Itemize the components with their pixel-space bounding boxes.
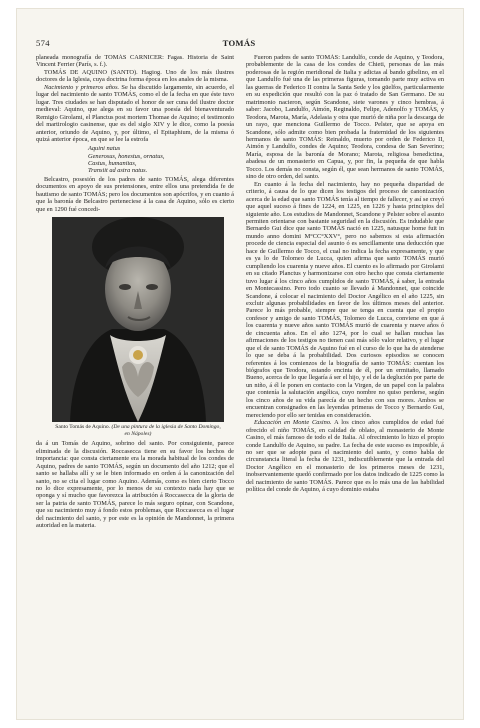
section-text: Se ha discutido largamente, sin acuerdo, el lugar del nacimiento de santo TOMÁS, como el de la fecha en que éste tuvo lugar. Tres ciudades se han disputado el honor de ser cuna del ilustre doctor medieval: Aquino, que alega en su favor una poesía del bienaventurado Remigio Girolami, el Planctus post mortem Thomae de Aquino; el testimonio del martirologio casinense, que es del siglo XIV y le dice, como la poesía anterior, oriundo de Aquino, y, por último, el Epitaphium, de la misma ó quizá anterior época, en que se lee la estrofa (36, 83, 234, 143)
section-text: A los cinco años cumplidos de edad fué ofrecido el niño TOMÁS, en calidad de oblato, al monasterio de Monte Casino, el más famoso de todo el de Italia. Al ofrecimiento lo hizo el propio conde Landulfo de Aquino, su padre. La fecha de este suceso es imposible, á no ser que se adopte para el nacimiento del santo, y como habla de circunstancia literal la fecha de 1231, indiscutiblemente que la entrada del Doctor Angélico en el monasterio de los primeros meses de 1231, inobservantemente quedó confirmado por los datos indicado de 1225 como la del nacimiento de santo TOMÁS. Parece que es lo más una de las habilidad política del conde de Aquino, á cuyo dominio estaba (246, 419, 444, 494)
section-paragraph (36, 84, 234, 144)
portrait-illustration (52, 217, 224, 422)
page-header (36, 38, 442, 52)
section-heading: Nacimiento y primeros años. (44, 83, 120, 91)
text-columns (36, 54, 442, 704)
portrait-photo (52, 217, 224, 422)
entry-paragraph (36, 69, 234, 84)
section-paragraph (246, 419, 444, 494)
entry-heading: TOMÁS DE AQUINO (SANTO). Hagiog. (44, 68, 162, 76)
paragraph: Belcastro, posesión de los padres de santo TOMÁS, alega diferentes documentos en apoyo de sus pretensiones, entre ellos una pretendida fe de bautismo de santo TOMÁS; pero los documentos son apócrifos, y en cuanto á que la baronía de Belcastro perteneciese á la casa de Aquino, sólo es cierto que en 1290 fué concedi- (36, 175, 234, 213)
page (16, 8, 464, 720)
verse-line: Generosus, honestus, ornatus, (88, 152, 165, 160)
verse-line: Transiit ad astra natus. (88, 166, 148, 174)
entry-text: Uno de los más ilustres doctores de la Iglesia, cuya doctrina forma época en los anales de la misma. (36, 68, 234, 84)
caption-source: (De una pintura de la iglesia de Santo Domingo, en Nápoles) (111, 424, 221, 437)
caption-title: Santo Tomás de Aquino. (55, 424, 111, 431)
left-column (36, 54, 234, 704)
paragraph: da á un Tomás de Aquino, sobrino del santo. Por consiguiente, parece eliminada de la discusión. Roccasecca tiene en su favor los hechos de importancia: que consta ciertamente era la morada habitual de los condes de Aquino, padres de santo TOMÁS, según un documento del año 1212; que el santo se hallaba allí y se le bien informado en orden á la canonización del santo, no se cita el lugar como Aquino. Además, como es bien cierto Tocco no lo dice expresamente, por lo menos de su contexto nada hay que se oponga y sí mucho que favorezca la atribución á Roccasecca de la gloria de ser la patria de santo TOMÁS, parece lo más seguro opinar, con Scandone, que su nacimiento muy á fondo estos problemas, que Roccasecca es el lugar del nacimiento del santo, y por este es la opinión de Mandonnet, la primera autoridad en la materia. (36, 440, 234, 530)
section-heading: Educación en Monte Casino. (254, 419, 332, 427)
paragraph: En cuanto á la fecha del nacimiento, hay no pequeña disparidad de criterio, á causa de lo que dicen los testigos del proceso de canonización acerca de la edad que santo TOMÁS tenía al tiempo de fallecer, y así se creyó que aquel suceso á fines de 1224, en 1225, en 1226 y hasta principios del siguiente año. Los estudios de Mandonnet, Scandone y Pelster sobre el asunto permiten orientarse con bastante seguridad en la discusión. Es indudable que Bernardo Gui dice que santo TOMÁS nació en 1225, natusque home fuit in mundo anno domini M°CC°XXV°, pero no sabemos si esta afirmación procede de ciencia especial del asunto ó es sencillamente una deducción que hace de Guillermo de Tocco, el cual no indica la fecha expresamente, y que es ya lo de Tolomeo de Lucca, quien afirma que santo TOMÁS murió cumpliendo los cuarenta y nueve años. El cuento es lo afirmado por Girolami en su citado Planctus y harmonizarse con otro hecho que consta ciertamente tuvo lugar á los cinco años cumplidos de santo TOMÁS, á saber, la entrada en Montecassino. Pero todo cuanto se llevado á Mandonnet, que coincide Scandone, á colocar el nacimiento del Doctor Angélico en el año 1225, sin excluir algunas probabilidades en favor de los últimos meses del anterior. Parece lo más probable, siempre que se tenga en cuenta que el propio confesor y amigo de santo TOMÁS, Tolomeo de Lucca, conviene en que á los cuarenta y nueve años santo TOMÁS murió de cuarenta y nueve años ó de cincuenta años. En el año 1274, por lo cual se hallan muchas las afirmaciones de los testigos no tienen casi más sólo valor relativo, y el lugar que el de santo TOMÁS de Aquino fué en el curso de lo que ha de atenderse lo que se deba á la probabilidad. Dos curiosos episodios se conocen referentes á los comienzos de la biografía de santo TOMÁS: cuentan los biógrafos que Teodora, estando encinta de él, por un ermitaño, llamado Bueno, acerca de lo que llegaría á ser el hijo, y el de la deglución por parte de un niño, á él le ponen en contacto con la Virgen, de un papel con la palabra que contenía la salutación angélica, cuyo nombre no quiso perderse, según los cinco años de su vida parecía de un hecho con sus mores. Ambos se encuentran consignados en las leyendas primeras de Tocco y Bernardo Gui, mereciendo por ello ser tenidas en consideración. (246, 180, 444, 419)
verse-line: Castus, humanitas, (88, 159, 137, 167)
page-number: 574 (36, 38, 50, 48)
epitaph-verse (88, 145, 234, 173)
portrait-figure (52, 217, 224, 437)
right-column (246, 54, 444, 704)
paragraph: planeada monografía de TOMÁS CARNICER: Fagas. Historia de Saint Vincent Ferrier (París, s. f.). (36, 54, 234, 69)
verse-line: Aquini natus (88, 145, 121, 153)
figure-caption (52, 424, 224, 437)
paragraph: Fueron padres de santo TOMÁS: Landulfo, conde de Aquino, y Teodora, probablemente de la casa de los condes de Chieti, personas de las más poderosas de la región meridional de Italia y adictas al bando gibelino, en el que Landulfo fué una de las primeras figuras, tomando parte muy activa en las guerras de Federico II contra la Santa Sede y los güelfos, particularmente en su expedición que resultó con la paz ó tratado de San Germano. De su matrimonio nacieron, según Scandone, siete varones y cinco hembras, á saber: Jacobo, Landulfo, Aimón, Reginaldo, Felipe, Adenolfo y TOMÁS, y Teodora, Marota, María, Adelasia y otra que murió de niña por la descarga de un rayo, que menciona Guillermo de Tocco. Pelster, que se apoya en Scandone, sólo admite como bien probada la fraternidad de los siguientes hermanos de santo TOMÁS: Reinaldo, muerto por orden de Federico II, Aimón y Landulfo, condes de Aquino; Teodora, condesa de San Severino; María, esposa de la baronía de Morano; Marota, religiosa benedictina, abadesa de un monasterio en Capua, y, por fin, la pequeña de que habla Tocco. Los demás no consta, según él, que sean hermanos de santo TOMÁS, sino de otro orden, del santo. (246, 54, 444, 181)
running-head: TOMÁS (222, 38, 256, 48)
